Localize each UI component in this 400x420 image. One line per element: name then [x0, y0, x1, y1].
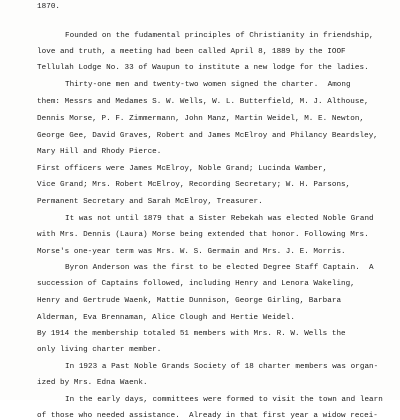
- text-line: Vice Grand; Mrs. Robert McElroy, Recording Secretary; W. H. Parsons,: [37, 181, 351, 189]
- text-line: Founded on the fudamental principles of Christianity in friendship,: [65, 32, 374, 40]
- text-line: succession of Captains followed, including Henry and Lenora Wakeling,: [37, 280, 355, 288]
- text-line: of those who needed assistance. Already in that first year a widow recei-: [37, 412, 378, 420]
- text-line: Thirty-one men and twenty-two women signed the charter. Among: [65, 81, 351, 89]
- text-line: Permanent Secretary and Sarah McElroy, Treasurer.: [37, 198, 263, 206]
- text-line: Byron Anderson was the first to be elected Degree Staff Captain. A: [65, 264, 374, 272]
- text-line: Tellulah Lodge No. 33 of Waupun to institute a new lodge for the ladies.: [37, 64, 369, 72]
- text-line: Alderman, Eva Brennaman, Alice Clough and Hertie Weidel.: [37, 314, 295, 322]
- text-line: Morse's one-year term was Mrs. W. S. Germain and Mrs. J. E. Morris.: [37, 248, 346, 256]
- text-line: only living charter member.: [37, 346, 162, 354]
- text-line: In 1923 a Past Noble Grands Society of 18 charter members was organ-: [65, 363, 379, 371]
- text-line: Dennis Morse, P. F. Zimmermann, John Manz, Martin Weidel, M. E. Newton,: [37, 115, 365, 123]
- text-line: 1870.: [37, 3, 61, 11]
- text-line: It was not until 1879 that a Sister Rebekah was elected Noble Grand: [65, 215, 374, 223]
- text-line: Henry and Gertrude Waenk, Mattie Dunnison, George Girling, Barbara: [37, 297, 342, 305]
- text-line: them: Messrs and Medames S. W. Wells, W. L. Butterfield, M. J. Althouse,: [37, 98, 369, 106]
- text-line: with Mrs. Dennis (Laura) Morse being extended that honor. Following Mrs.: [37, 231, 369, 239]
- text-line: love and truth, a meeting had been called April 8, 1889 by the IOOF: [37, 48, 346, 56]
- text-line: Mary Hill and Rhody Pierce.: [37, 148, 162, 156]
- text-line: By 1914 the membership totaled 51 members with Mrs. R. W. Wells the: [37, 330, 346, 338]
- text-line: In the early days, committees were formed to visit the town and learn: [65, 396, 383, 404]
- text-line: George Gee, David Graves, Robert and James McElroy and Philancy Beardsley,: [37, 132, 378, 140]
- text-line: ized by Mrs. Edna Waenk.: [37, 379, 148, 387]
- text-line: First officers were James McElroy, Noble Grand; Lucinda Wamber,: [37, 165, 328, 173]
